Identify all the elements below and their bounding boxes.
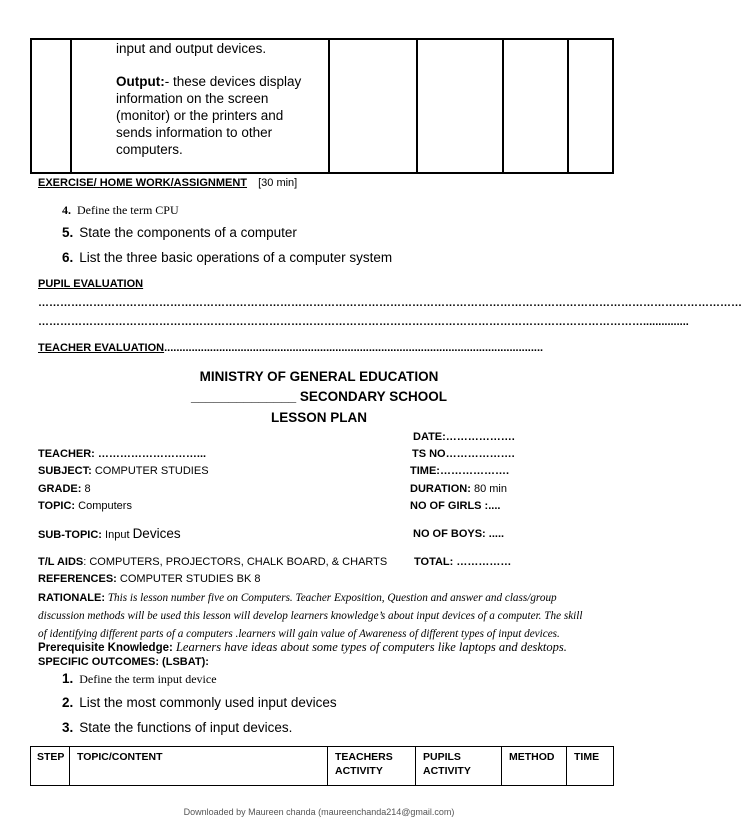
- ministry-title: MINISTRY OF GENERAL EDUCATION: [199, 369, 439, 384]
- item-text: Define the term input device: [79, 672, 217, 686]
- tl-aids-label: T/L AIDS: [38, 556, 84, 568]
- item-number: 1.: [62, 671, 74, 686]
- header-line: PUPILS: [423, 751, 461, 763]
- header-line: ACTIVITY: [335, 765, 383, 777]
- references-label: REFERENCES:: [38, 573, 117, 585]
- pupil-evaluation-heading: PUPIL EVALUATION: [38, 278, 144, 290]
- rationale-line: discussion methods will be used this lesson will develop learners knowledge’s about input devices of a computer. The skill: [38, 610, 583, 622]
- item-text: Define the term CPU: [77, 203, 179, 217]
- school-title: SECONDARY SCHOOL: [299, 389, 447, 404]
- rationale-label: RATIONALE:: [38, 592, 106, 604]
- table-divider: [69, 747, 70, 785]
- pupil-evaluation-line: …………………………………………………………………………………………………………………………………………………………………………: [38, 297, 742, 309]
- teacher-field: [38, 448, 206, 460]
- header-step: STEP: [37, 751, 65, 763]
- output-paragraph: [116, 73, 336, 158]
- references-value: COMPUTER STUDIES BK 8: [119, 573, 261, 585]
- item-number: 2.: [62, 695, 74, 710]
- item-text: List the most commonly used input devices: [79, 695, 337, 710]
- header-teachers-activity: [335, 750, 393, 778]
- topic-field: [38, 500, 132, 512]
- rationale-line: of identifying different parts of a computers .learners will gain value of Awareness of different types of input devices.: [38, 628, 560, 640]
- table-divider: [566, 747, 567, 785]
- teacher-value: ………………………...: [97, 448, 207, 460]
- subject-field: [38, 465, 209, 477]
- exercise-item: [62, 225, 297, 240]
- school-blank: ______________: [191, 389, 297, 404]
- outcome-item: [62, 720, 292, 735]
- output-label: Output:: [116, 74, 165, 89]
- references-field: [38, 573, 260, 585]
- header-method: METHOD: [509, 751, 555, 763]
- teacher-evaluation-heading: TEACHER EVALUATION: [38, 342, 165, 354]
- pupil-evaluation-line: …………………………………………………………………………………………………………………………………………………...............: [38, 316, 689, 328]
- subject-value: COMPUTER STUDIES: [94, 465, 209, 477]
- outcome-item: [62, 695, 337, 710]
- duration-label: DURATION:: [410, 483, 471, 495]
- prerequisite-row: [38, 638, 567, 656]
- prerequisite-label: Prerequisite Knowledge:: [38, 642, 173, 654]
- download-footer: Downloaded by Maureen chanda (maureenchanda214@gmail.com): [183, 807, 455, 817]
- item-number: 3.: [62, 720, 74, 735]
- table-divider: [327, 747, 328, 785]
- header-line: TEACHERS: [335, 751, 393, 763]
- grade-label: GRADE:: [38, 483, 82, 495]
- lesson-table-header: [30, 746, 614, 786]
- table-divider: [415, 747, 416, 785]
- outcomes-heading: SPECIFIC OUTCOMES: (LSBAT):: [38, 656, 209, 668]
- table-divider: [416, 40, 418, 172]
- header-topic-content: TOPIC/CONTENT: [77, 751, 163, 763]
- item-text: List the three basic operations of a computer system: [79, 250, 393, 265]
- lesson-plan-title: LESSON PLAN: [270, 410, 367, 425]
- subject-label: SUBJECT:: [38, 465, 92, 477]
- item-text: State the functions of input devices.: [79, 720, 293, 735]
- output-text-line: sends information to other: [116, 125, 273, 140]
- table-divider: [567, 40, 569, 172]
- teacher-evaluation-dots: ............................................................................................................................: [164, 342, 544, 354]
- subtopic-field: [38, 526, 181, 541]
- tl-aids-value: : COMPUTERS, PROJECTORS, CHALK BOARD, & CHARTS: [83, 556, 388, 568]
- topic-value: Computers: [78, 500, 132, 512]
- rationale-line: This is lesson number five on Computers. Teacher Exposition, Question and answer and class/group: [105, 592, 557, 604]
- tl-aids-field: [38, 556, 387, 568]
- subtopic-value: Devices: [132, 526, 181, 541]
- item-text: State the components of a computer: [79, 225, 297, 240]
- output-text-line: computers.: [116, 142, 183, 157]
- exercise-duration: [30 min]: [258, 177, 298, 189]
- lesson-table-top: [30, 38, 614, 174]
- exercise-item: [62, 250, 392, 265]
- ts-no-field: TS NO……………….: [412, 448, 515, 460]
- item-number: 5.: [62, 225, 74, 240]
- output-text-line: (monitor) or the printers and: [116, 108, 284, 123]
- header-time: TIME: [574, 751, 600, 763]
- output-text-line: - these devices display: [164, 74, 302, 89]
- total-field: TOTAL: ……………: [414, 556, 512, 568]
- item-number: 6.: [62, 250, 74, 265]
- table-divider: [70, 40, 72, 172]
- school-title-row: [0, 389, 638, 404]
- content-cell: [116, 40, 336, 158]
- exercise-heading: EXERCISE/ HOME WORK/ASSIGNMENT: [38, 177, 248, 189]
- exercise-item: [62, 203, 179, 218]
- prerequisite-text: Learners have ideas about some types of computers like laptops and desktops.: [172, 640, 567, 654]
- topic-label: TOPIC:: [38, 500, 76, 512]
- table-divider: [501, 747, 502, 785]
- grade-value: 8: [84, 483, 91, 495]
- duration-value: 80 min: [473, 483, 507, 495]
- date-field: DATE:……………….: [413, 431, 515, 443]
- rationale-block: [38, 589, 604, 643]
- content-line: input and output devices.: [116, 41, 267, 56]
- grade-field: [38, 483, 91, 495]
- subtopic-value: Input: [105, 529, 130, 541]
- header-pupils-activity: [423, 750, 471, 778]
- teacher-label: TEACHER:: [38, 448, 95, 460]
- teacher-evaluation-row: [38, 342, 598, 354]
- time-field: TIME:……………….: [410, 465, 509, 477]
- exercise-heading-row: [38, 177, 297, 189]
- subtopic-label: SUB-TOPIC:: [38, 529, 102, 541]
- item-number: 4.: [62, 203, 71, 217]
- outcome-item: [62, 671, 217, 687]
- duration-field: [410, 483, 507, 495]
- girls-field: NO OF GIRLS :....: [410, 500, 501, 512]
- boys-field: NO OF BOYS: .....: [413, 528, 505, 540]
- header-line: ACTIVITY: [423, 765, 471, 777]
- output-text-line: information on the screen: [116, 91, 269, 106]
- table-divider: [502, 40, 504, 172]
